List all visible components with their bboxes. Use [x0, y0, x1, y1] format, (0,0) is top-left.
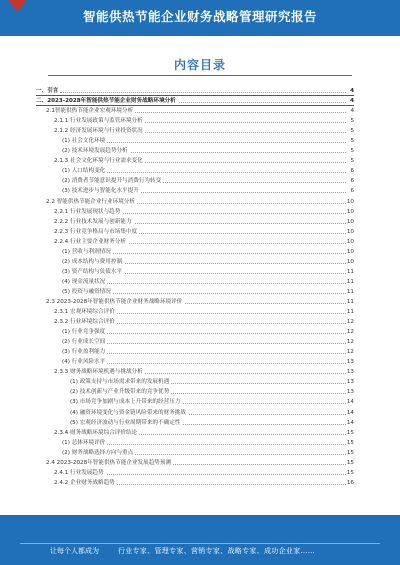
- toc-entry[interactable]: [0, 317, 400, 327]
- footer-banner: [0, 515, 400, 565]
- toc-entry-label: (1) 政策支持与市场需求带来的发展机遇: [70, 379, 170, 386]
- toc-page-number: 13: [346, 369, 354, 376]
- toc-page-number: 10: [346, 208, 354, 215]
- toc-page-number: 14: [346, 399, 354, 406]
- toc-entry-label: (1) 行业竞争强度: [62, 329, 106, 336]
- toc-leader-dots: [90, 283, 348, 284]
- toc-page-number: 5: [346, 116, 354, 126]
- toc-entry-label: 二、2023-2028年智能供热节能企业财务战略环境分析: [36, 98, 176, 105]
- toc-leader-dots: [90, 444, 348, 445]
- toc-entry-label: 2.3.1 宏观环境综合评价: [54, 309, 115, 316]
- toc-leader-dots: [90, 172, 348, 173]
- toc-entry[interactable]: [0, 116, 400, 126]
- toc-page-number: 15: [346, 429, 354, 436]
- toc-entry-label: (1) 社会文化环境: [62, 138, 106, 145]
- toc-entry[interactable]: [0, 337, 400, 347]
- toc-leader-dots: [90, 333, 348, 334]
- toc-entry[interactable]: [0, 357, 400, 367]
- toc-page-number: 12: [346, 319, 354, 326]
- toc-entry-label: (3) 资产结构与负债水平: [62, 268, 123, 275]
- toc-page-number: 10: [346, 248, 354, 255]
- toc-page-number: 10: [346, 258, 354, 265]
- toc-leader-dots: [80, 484, 348, 485]
- toc-leader-dots: [90, 253, 348, 254]
- toc-page-number: 13: [346, 379, 354, 386]
- toc-entry-label: (1) 人口结构变化: [62, 168, 106, 175]
- toc-page-number: 11: [346, 278, 354, 285]
- toc-entry[interactable]: [0, 106, 400, 116]
- toc-entry[interactable]: [0, 408, 400, 418]
- toc-entry-label: 2.2.4 行业主要企业财务分析: [54, 238, 126, 245]
- toc-entry-label: 2.2.3 行业竞争格局与市场集中度: [54, 228, 138, 235]
- toc-page-number: 12: [346, 349, 354, 356]
- toc-leader-dots: [80, 323, 348, 324]
- toc-entry-label: 2.3 2023-2028年智能供热节能企业财务战略环境评价: [46, 298, 183, 305]
- toc-entry-label: 2.3.2 行业环境综合评价: [54, 319, 115, 326]
- toc-entry-label: (2) 技术环境发展趋势分析: [62, 148, 128, 155]
- toc-page-number: 5: [346, 126, 354, 136]
- toc-page-number: 13: [346, 359, 354, 366]
- toc-entry[interactable]: [0, 136, 400, 146]
- toc-page-number: 11: [346, 288, 354, 295]
- toc-entry[interactable]: [0, 297, 400, 307]
- toc-entry[interactable]: [0, 448, 400, 458]
- toc-entry-label: 2.2 智能供热节能企业行业环境分析: [46, 198, 135, 205]
- toc-entry[interactable]: [0, 377, 400, 387]
- toc-entry[interactable]: [0, 217, 400, 227]
- toc-entry-label: 2.1智能供热节能企业宏观环境分析: [46, 108, 134, 115]
- footer-divider: [20, 543, 380, 544]
- toc-entry[interactable]: [0, 146, 400, 156]
- toc-entry-label: (2) 技术创新与产业升级带来的竞争优势: [70, 389, 170, 396]
- toc-page-number: 5: [346, 136, 354, 146]
- toc-leader-dots: [80, 474, 348, 475]
- toc-page-number: 10: [346, 238, 354, 245]
- toc-entry-label: (4) 现金流量状况: [62, 278, 106, 285]
- toc-page-number: 14: [346, 419, 354, 426]
- toc-entry[interactable]: [0, 287, 400, 297]
- toc-entry[interactable]: [0, 126, 400, 136]
- table-of-contents: [0, 86, 400, 488]
- toc-page-number: 4: [346, 96, 354, 106]
- toc-entry[interactable]: [0, 156, 400, 166]
- toc-entry[interactable]: [0, 247, 400, 257]
- toc-page-number: 11: [346, 309, 354, 316]
- footer-slogan-left: 让每个人都成为: [50, 547, 99, 555]
- toc-entry[interactable]: [0, 267, 400, 277]
- toc-page-number: 4: [346, 106, 354, 116]
- toc-entry[interactable]: [0, 438, 400, 448]
- toc-entry[interactable]: [0, 277, 400, 287]
- toc-page-number: 6: [346, 186, 354, 196]
- toc-leader-dots: [90, 263, 348, 264]
- toc-entry[interactable]: [0, 428, 400, 438]
- toc-page-number: 15: [346, 449, 354, 456]
- toc-entry-label: 2.4.2 企业财务战略趋势: [54, 479, 115, 486]
- toc-entry[interactable]: [0, 166, 400, 176]
- report-header: [0, 0, 400, 36]
- toc-page-number: 4: [346, 86, 354, 96]
- toc-entry-label: 2.3.4 财务战略环境综合评价结论: [54, 429, 138, 436]
- toc-leader-dots: [90, 353, 348, 354]
- toc-page-number: 6: [346, 176, 354, 186]
- toc-entry-label: (5) 投资与融资情况: [62, 288, 111, 295]
- toc-leader-dots: [90, 273, 348, 274]
- toc-entry[interactable]: [0, 458, 400, 468]
- toc-page-number: 15: [346, 439, 354, 446]
- toc-entry-label: 2.2.2 行业技术发展与创新能力: [54, 218, 132, 225]
- toc-entry[interactable]: [0, 96, 400, 106]
- toc-entry-label: (2) 行业成长空间: [62, 339, 106, 346]
- toc-entry-label: (2) 财务战略选择方向与重点: [62, 449, 134, 456]
- toc-entry[interactable]: [0, 197, 400, 207]
- toc-entry-label: (3) 市场竞争加剧与成本上升带来的经营压力: [70, 399, 181, 406]
- toc-entry-label: (2) 成本结构与费用控制: [62, 258, 123, 265]
- toc-entry[interactable]: [0, 327, 400, 337]
- toc-entry-label: (3) 技术进步与智能化水平提升: [62, 188, 139, 195]
- toc-title: 内容目录: [173, 58, 226, 72]
- toc-entry-label: (2) 消费者节能意识提升与消费行为转变: [62, 178, 162, 185]
- toc-entry[interactable]: [0, 468, 400, 478]
- toc-entry-label: (1) 营收与利润情况: [62, 248, 111, 255]
- toc-page-number: 5: [346, 156, 354, 166]
- toc-page-number: 6: [346, 166, 354, 176]
- toc-page-number: 10: [346, 218, 354, 225]
- toc-entry-label: (3) 行业盈利能力: [62, 349, 106, 356]
- toc-entry-label: 一、引言: [36, 88, 59, 94]
- toc-entry[interactable]: [0, 387, 400, 397]
- toc-entry[interactable]: [0, 207, 400, 217]
- toc-entry[interactable]: [0, 176, 400, 186]
- toc-leader-dots: [90, 293, 348, 294]
- title-divider: [48, 75, 352, 76]
- toc-page-number: 11: [346, 268, 354, 275]
- toc-page-number: 14: [346, 409, 354, 416]
- toc-page-number: 12: [346, 329, 354, 336]
- toc-entry[interactable]: [0, 367, 400, 377]
- toc-entry[interactable]: [0, 86, 400, 96]
- toc-entry-label: 2.4 2023-2028年智能供热节能企业发展趋势预测: [46, 459, 172, 466]
- toc-leader-dots: [60, 92, 348, 93]
- footer-slogan-right: 行业专家、管理专家、营销专家、战略专家、成功企业家……: [118, 547, 316, 555]
- toc-entry-label: 2.3.3 财务战略环境机遇与挑战分析: [54, 369, 143, 376]
- toc-page-number: 10: [346, 228, 354, 235]
- toc-page-number: 16: [346, 479, 354, 486]
- toc-entry[interactable]: [0, 418, 400, 428]
- toc-page-number: 12: [346, 339, 354, 346]
- toc-page-number: 15: [346, 459, 354, 466]
- toc-entry[interactable]: [0, 347, 400, 357]
- toc-entry-label: (5) 宏观经济波动与行业周期带来的不确定性: [70, 419, 181, 426]
- toc-entry-label: 2.4.1 行业发展趋势: [54, 469, 104, 476]
- toc-page-number: 5: [346, 146, 354, 156]
- toc-entry-label: (4) 行业风险水平: [62, 359, 106, 366]
- toc-entry[interactable]: [0, 237, 400, 247]
- toc-leader-dots: [80, 313, 348, 314]
- toc-page-number: 13: [346, 389, 354, 396]
- toc-leader-dots: [90, 363, 348, 364]
- toc-entry-label: 2.2.1 行业发展现状与趋势: [54, 208, 121, 215]
- report-title: 智能供热节能企业财务战略管理研究报告: [82, 9, 317, 24]
- toc-entry[interactable]: [0, 186, 400, 196]
- toc-page-number: 15: [346, 469, 354, 476]
- toc-entry-label: (4) 融资环境变化与资金链风险带来的财务挑战: [70, 409, 186, 416]
- toc-entry[interactable]: [0, 307, 400, 317]
- toc-entry-label: 2.1.1 行业发展政策与监管环境分析: [54, 118, 143, 125]
- toc-page-number: 11: [346, 298, 354, 305]
- toc-entry[interactable]: [0, 478, 400, 488]
- toc-leader-dots: [90, 343, 348, 344]
- toc-entry[interactable]: [0, 227, 400, 237]
- toc-page-number: 10: [346, 198, 354, 205]
- toc-entry-label: 2.1.3 社会文化环境与行业需求变化: [54, 158, 143, 165]
- toc-entry[interactable]: [0, 397, 400, 407]
- toc-entry[interactable]: [0, 257, 400, 267]
- toc-entry-label: 2.1.2 经济发展环境与行业投资状况: [54, 128, 143, 135]
- toc-entry-label: (1) 总体环境评价: [62, 439, 106, 446]
- toc-leader-dots: [90, 142, 348, 143]
